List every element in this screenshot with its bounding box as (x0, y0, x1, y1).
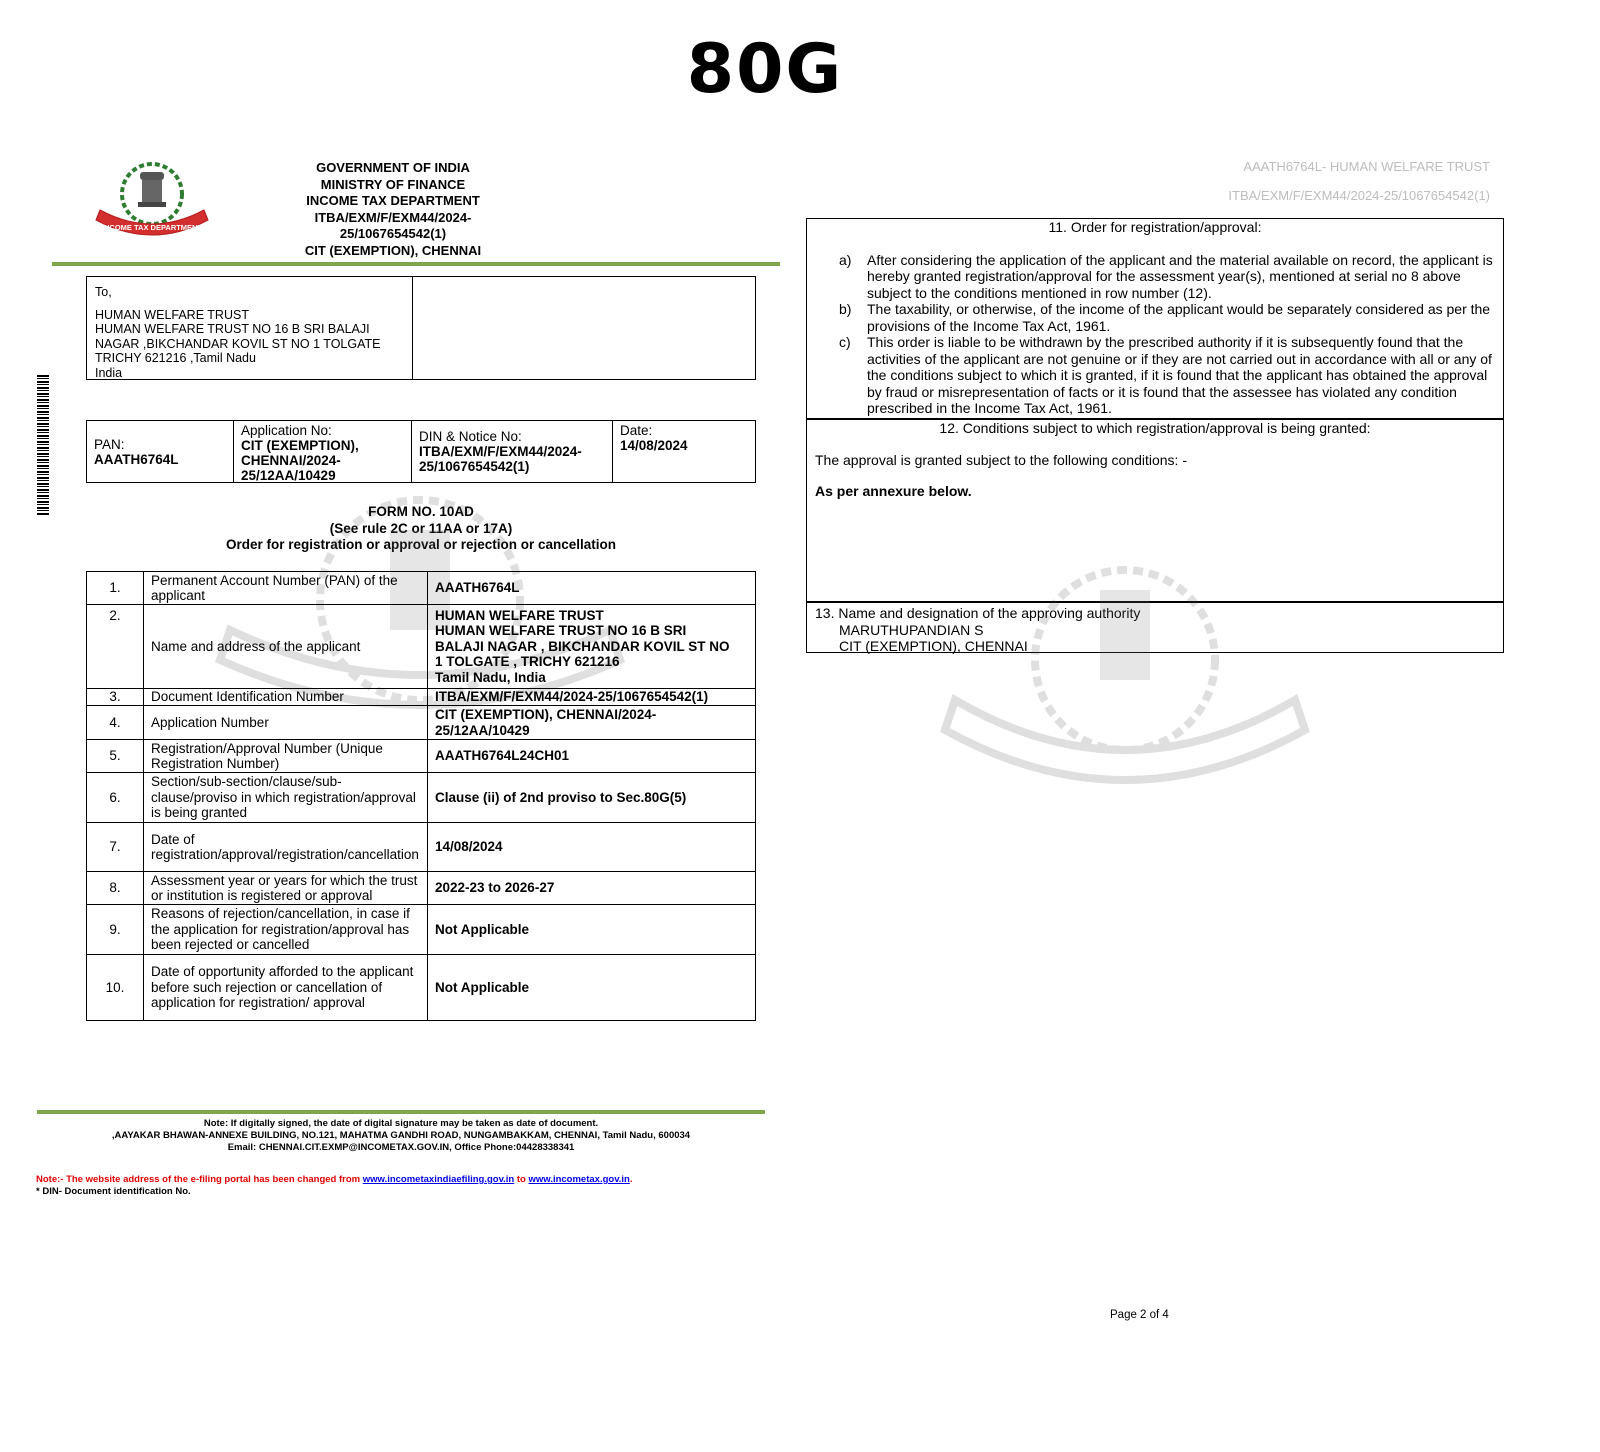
row-number: 6. (87, 773, 144, 823)
form-title: FORM NO. 10AD (368, 504, 474, 519)
order-item-marker: a) (839, 251, 852, 268)
income-tax-logo (92, 158, 212, 244)
row-label: Assessment year or years for which the trust or institution is registered or approval (144, 872, 428, 905)
footer-divider (37, 1110, 765, 1114)
row-value: Not Applicable (428, 905, 756, 955)
office-contact: Email: CHENNAI.CIT.EXMP@INCOMETAX.GOV.IN, Office Phone:04428338341 (227, 1142, 575, 1153)
address-line: TRICHY 621216 ,Tamil Nadu (95, 351, 256, 365)
row-number: 8. (87, 872, 144, 905)
row-value (428, 605, 756, 689)
authority-name: MARUTHUPANDIAN S (839, 621, 984, 638)
conditions-annexure: As per annexure below. (815, 483, 972, 499)
government-header (278, 160, 508, 259)
row-number: 10. (87, 955, 144, 1021)
authority-designation: CIT (EXEMPTION), CHENNAI (839, 638, 1028, 654)
form-rule: (See rule 2C or 11AA or 17A) (329, 520, 513, 536)
row-label: Date of opportunity afforded to the applicant before such rejection or cancellation of application for registration/ approval (144, 955, 428, 1021)
row-value: 14/08/2024 (428, 823, 756, 872)
address-line: HUMAN WELFARE TRUST NO 16 B SRI BALAJI (95, 322, 370, 336)
din-footnote: * DIN- Document identification No. (36, 1186, 191, 1197)
din-cell (412, 421, 613, 482)
date-cell (613, 421, 755, 482)
old-portal-link[interactable]: www.incometaxindiaefiling.gov.in (362, 1174, 515, 1185)
order-item (807, 301, 1503, 334)
address-line: India (95, 365, 123, 380)
row-number: 5. (87, 740, 144, 773)
row-number: 1. (87, 572, 144, 605)
row-label: Name and address of the applicant (144, 605, 428, 689)
order-item (807, 334, 1503, 417)
form-10ad-table (86, 571, 756, 1021)
pan-value: AAATH6764L (94, 452, 179, 467)
row-label: Reasons of rejection/cancellation, in case if the application for registration/approval has been rejected or cancelled (144, 905, 428, 955)
row-label: Registration/Approval Number (Unique Registration Number) (144, 740, 428, 773)
table-row (87, 740, 756, 773)
order-item-marker: c) (839, 334, 851, 350)
din-label: DIN & Notice No: (419, 429, 522, 444)
new-portal-link[interactable]: www.incometax.gov.in (528, 1174, 630, 1185)
application-no-cell (234, 421, 412, 482)
portal-note-period: . (629, 1174, 633, 1185)
order-item-marker: b) (839, 301, 852, 317)
row-number: 9. (87, 905, 144, 955)
din-value: 25/1067654542(1) (419, 459, 530, 474)
gov-line: GOVERNMENT OF INDIA (316, 160, 470, 175)
pan-label: PAN: (94, 437, 125, 452)
value-line: HUMAN WELFARE TRUST (435, 607, 604, 623)
date-label: Date: (620, 423, 653, 438)
value-line: BALAJI NAGAR , BIKCHANDAR KOVIL ST NO (435, 638, 730, 654)
row-number: 2. (87, 605, 144, 689)
gov-line: CIT (EXEMPTION), CHENNAI (304, 242, 482, 258)
order-item-text: After considering the application of the applicant and the material available on record, the applicant is hereby granted registration/approval for the assessment year(s), mentioned at serial no 8 above subject to the conditions mentioned in row number (12). (867, 251, 1493, 301)
table-row (87, 872, 756, 905)
row-label: Application Number (144, 706, 428, 740)
order-item-text: The taxability, or otherwise, of the income of the applicant would be separately considered as per the provisions of the Income Tax Act, 1961. (867, 301, 1491, 334)
reference-info-box (86, 420, 756, 483)
gov-line: 25/1067654542(1) (339, 226, 447, 241)
section-11-title: 11. Order for registration/approval: (1048, 219, 1262, 235)
table-row (87, 706, 756, 740)
value-line: 1 TOLGATE , TRICHY 621216 (435, 654, 620, 670)
row-value: Clause (ii) of 2nd proviso to Sec.80G(5) (428, 773, 756, 823)
right-page-header-din: ITBA/EXM/F/EXM44/2024-25/1067654542(1) (1228, 188, 1490, 203)
application-no-value: CIT (EXEMPTION), (241, 438, 359, 453)
gov-line: MINISTRY OF FINANCE (320, 176, 466, 192)
din-value: ITBA/EXM/F/EXM44/2024- (419, 444, 582, 459)
table-row (87, 773, 756, 823)
table-row (87, 905, 756, 955)
row-label: Section/sub-section/clause/sub-clause/proviso in which registration/approval is being granted (144, 773, 428, 823)
address-line: HUMAN WELFARE TRUST (95, 307, 249, 322)
table-row (87, 689, 756, 706)
office-address: ,AAYAKAR BHAWAN-ANNEXE BUILDING, NO.121, MAHATMA GANDHI ROAD, NUNGAMBAKKAM, CHENNAI, Tamil Nadu, 600034 (111, 1130, 691, 1141)
gov-line: ITBA/EXM/F/EXM44/2024- (314, 209, 472, 225)
gov-line: INCOME TAX DEPARTMENT (306, 193, 480, 208)
table-row (87, 572, 756, 605)
digital-signature-note: Note: If digitally signed, the date of digital signature may be taken as date of document. (203, 1118, 599, 1129)
pan-cell (87, 421, 234, 482)
row-label: Document Identification Number (144, 689, 428, 706)
row-number: 7. (87, 823, 144, 872)
barcode (37, 375, 49, 515)
row-value: Not Applicable (428, 955, 756, 1021)
header-divider (52, 262, 780, 266)
addressee-box (86, 276, 756, 380)
to-label: To, (95, 285, 112, 299)
row-value: AAATH6764L (428, 572, 756, 605)
section-13-title: 13. Name and designation of the approving authority (815, 605, 1141, 621)
order-section-11 (806, 218, 1504, 419)
order-item-text: This order is liable to be withdrawn by the prescribed authority if it is subsequently found that the activities of the applicant are not genuine or if they are not carried out in accordance with all or any of the conditions subject to which it is granted, if it is found that the applicant has obtained the approval by fraud or misrepresentation of facts or it is found that the assessee has violated any condition prescribed in the Income Tax Act, 1961. (867, 334, 1492, 416)
portal-change-note (36, 1174, 633, 1186)
value-line: Tamil Nadu, India (435, 669, 546, 685)
date-value: 14/08/2024 (620, 438, 688, 453)
page-number: Page 2 of 4 (1110, 1309, 1169, 1321)
portal-note-text: Note:- The website address of the e-filing portal has been changed from (36, 1174, 363, 1185)
application-no-value: 25/12AA/10429 (241, 468, 336, 483)
section-12-title: 12. Conditions subject to which registration/approval is being granted: (939, 420, 1371, 436)
form-heading (86, 504, 756, 554)
table-row (87, 605, 756, 689)
application-no-label: Application No: (241, 423, 332, 438)
row-value: ITBA/EXM/F/EXM44/2024-25/1067654542(1) (428, 689, 756, 706)
address-line: NAGAR ,BIKCHANDAR KOVIL ST NO 1 TOLGATE (95, 336, 381, 351)
value-line: HUMAN WELFARE TRUST NO 16 B SRI (435, 623, 687, 639)
portal-note-to: to (514, 1174, 529, 1185)
conditions-section-12 (806, 419, 1504, 602)
row-value: 2022-23 to 2026-27 (428, 872, 756, 905)
logo-ribbon-text: INCOME TAX DEPARTMENT (101, 223, 203, 232)
row-value: AAATH6764L24CH01 (428, 740, 756, 773)
right-page-header-trust: AAATH6764L- HUMAN WELFARE TRUST (1243, 159, 1490, 174)
row-number: 3. (87, 689, 144, 706)
authority-section-13 (806, 602, 1504, 653)
order-item (807, 252, 1503, 302)
row-label: Date of registration/approval/registration/cancellation (144, 823, 428, 872)
addressee-block (87, 277, 413, 379)
row-value: CIT (EXEMPTION), CHENNAI/2024-25/12AA/10429 (428, 706, 756, 740)
table-row (87, 823, 756, 872)
page-title: 80G (686, 30, 844, 109)
row-number: 4. (87, 706, 144, 740)
footer-notes (37, 1118, 765, 1154)
table-row (87, 955, 756, 1021)
application-no-value: CHENNAI/2024- (241, 453, 341, 468)
form-subtitle: Order for registration or approval or rejection or cancellation (225, 537, 617, 552)
row-label: Permanent Account Number (PAN) of the applicant (144, 572, 428, 605)
conditions-text: The approval is granted subject to the following conditions: - (815, 451, 1187, 468)
